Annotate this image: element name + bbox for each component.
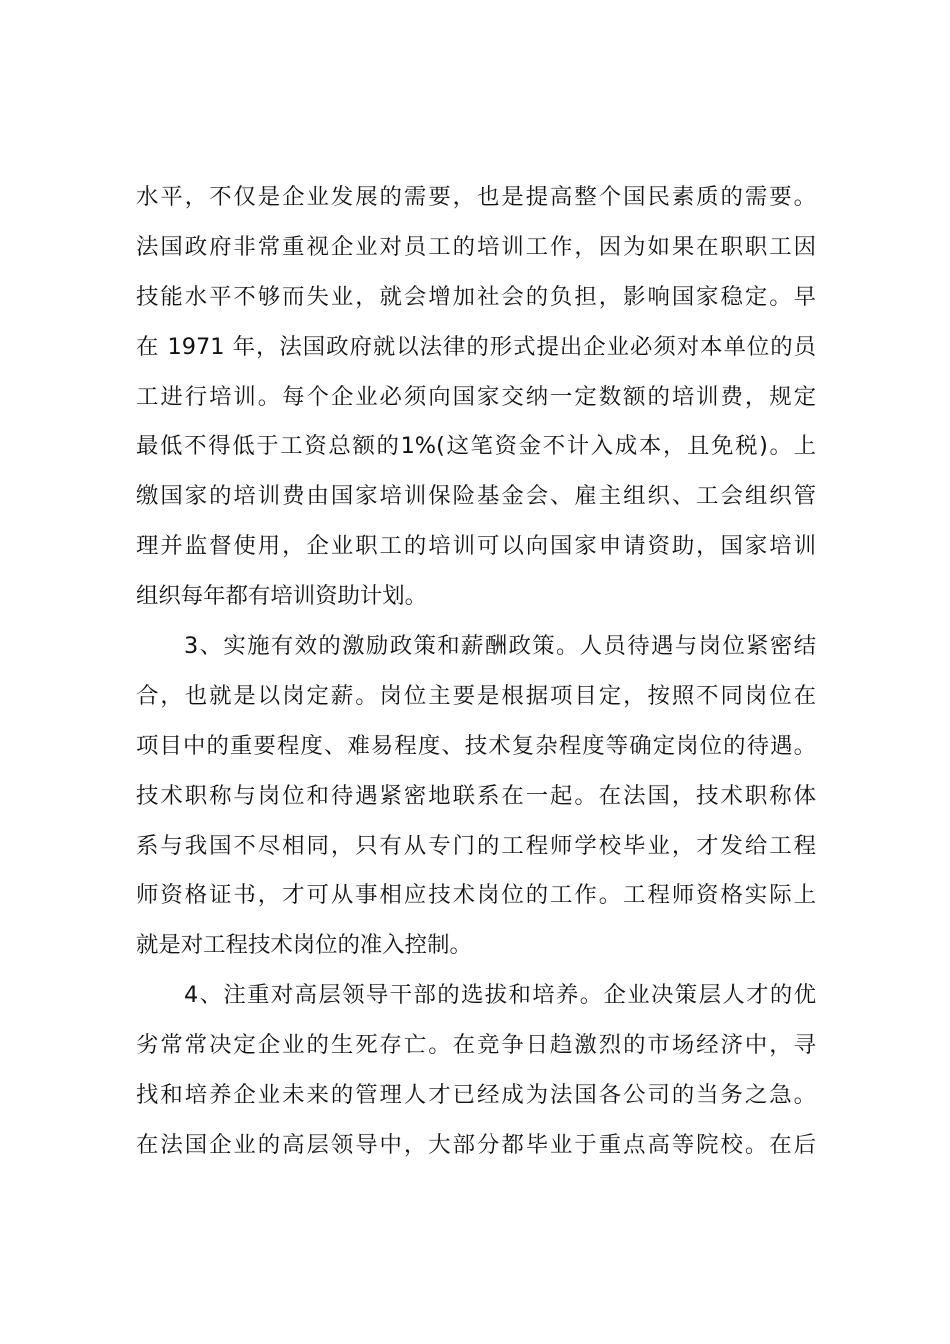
text-line: 缴国家的培训费由国家培训保险基金会、雇主组织、工会组织管: [136, 483, 816, 510]
text-line: 在 1971 年，法国政府就以法律的形式提出企业必须对本单位的员: [136, 333, 816, 360]
text-line: 3、实施有效的激励政策和薪酬政策。人员待遇与岗位紧密结: [184, 633, 816, 660]
body-text: [136, 173, 816, 1171]
text-line: 水平，不仅是企业发展的需要，也是提高整个国民素质的需要。: [136, 184, 816, 210]
text-line: 技能水平不够而失业，就会增加社会的负担，影响国家稳定。早: [136, 283, 816, 310]
text-line: 组织每年都有培训资助计划。: [136, 583, 428, 610]
text-line: 4、注重对高层领导干部的选拔和培养。企业决策层人才的优: [184, 982, 816, 1009]
text-line: 系与我国不尽相同，只有从专门的工程师学校毕业，才发给工程: [136, 832, 816, 859]
text-line: 理并监督使用，企业职工的培训可以向国家申请资助，国家培训: [136, 533, 816, 560]
text-line: 在法国企业的高层领导中，大部分都毕业于重点高等院校。在后: [136, 1131, 816, 1158]
text-line: 最低不得低于工资总额的1%(这笔资金不计入成本，且免税)。上: [136, 433, 816, 460]
text-line: 找和培养企业未来的管理人才已经成为法国各公司的当务之急。: [136, 1082, 816, 1109]
text-line: 项目中的重要程度、难易程度、技术复杂程度等确定岗位的待遇。: [136, 732, 816, 759]
text-line: 工进行培训。每个企业必须向国家交纳一定数额的培训费，规定: [136, 383, 816, 410]
text-line: 就是对工程技术岗位的准入控制。: [136, 932, 472, 959]
text-line: 合，也就是以岗定薪。岗位主要是根据项目定，按照不同岗位在: [136, 682, 816, 709]
text-line: 师资格证书，才可从事相应技术岗位的工作。工程师资格实际上: [136, 882, 816, 909]
text-line: 技术职称与岗位和待遇紧密地联系在一起。在法国，技术职称体: [136, 782, 816, 809]
text-line: 法国政府非常重视企业对员工的培训工作，因为如果在职职工因: [136, 233, 816, 260]
text-line: 劣常常决定企业的生死存亡。在竞争日趋激烈的市场经济中，寻: [136, 1032, 816, 1059]
